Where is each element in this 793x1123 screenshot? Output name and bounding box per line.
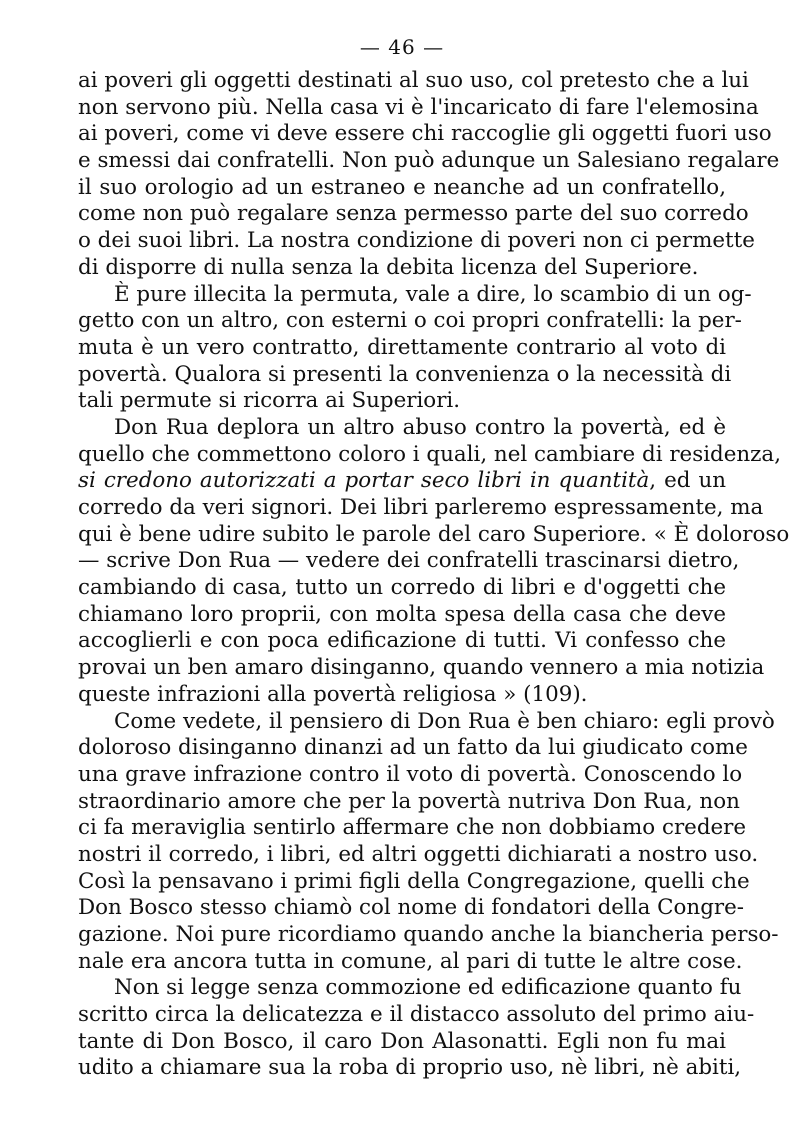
text-line: straordinario amore che per la povertà nutriva Don Rua, non	[78, 788, 740, 814]
text-line: o dei suoi libri. La nostra condizione di poveri non ci permette	[78, 228, 755, 254]
text-fragment: , ed un	[649, 468, 726, 494]
text-line: cambiando di casa, tutto un corredo di libri e d'oggetti che	[78, 575, 726, 601]
text-line: il suo orologio ad un estraneo e neanche ad un confratello,	[78, 174, 726, 200]
text-line: nostri il corredo, i libri, ed altri oggetti dichiarati a nostro uso.	[78, 841, 759, 867]
text-line: ai poveri, come vi deve essere chi raccoglie gli oggetti fuori uso	[78, 121, 772, 147]
text-line: È pure illecita la permuta, vale a dire, lo scambio di un og-	[114, 281, 752, 307]
text-line: muta è un vero contratto, direttamente contrario al voto di	[78, 334, 726, 360]
text-line: provai un ben amaro disinganno, quando vennero a mia notizia	[78, 655, 765, 681]
text-line: e smessi dai confratelli. Non può adunque un Salesiano regalare	[78, 148, 780, 174]
text-line: quello che commettono coloro i quali, nel cambiare di residenza,	[78, 441, 781, 467]
book-page	[78, 32, 790, 1082]
text-line: getto con un altro, con esterni o coi propri confratelli: la per-	[78, 308, 742, 334]
text-line: queste infrazioni alla povertà religiosa » (109).	[78, 681, 588, 707]
text-line: scritto circa la delicatezza e il distacco assoluto del primo aiu-	[78, 1002, 755, 1028]
text-line: una grave infrazione contro il voto di povertà. Conoscendo lo	[78, 761, 743, 787]
text-line: — scrive Don Rua — vedere dei confratelli trascinarsi dietro,	[78, 548, 740, 574]
text-line: gazione. Noi pure ricordiamo quando anche la biancheria perso-	[78, 922, 779, 947]
text-line: qui è bene udire subito le parole del caro Superiore. « È doloroso	[78, 521, 790, 547]
text-line: nale era ancora tutta in comune, al pari di tutte le altre cose.	[78, 948, 743, 974]
text-line: tante di Don Bosco, il caro Don Alasonatti. Egli non fu mai	[78, 1028, 726, 1054]
text-line: accoglierli e con poca edificazione di tutti. Vi confesso che	[78, 628, 726, 654]
text-line: tali permute si ricorra ai Superiori.	[78, 388, 461, 414]
text-line: Don Bosco stesso chiamò col nome di fondatori della Congre-	[78, 895, 745, 921]
page-body	[78, 68, 790, 1082]
text-line: Non si legge senza commozione ed edificazione quanto fu	[114, 975, 742, 1001]
text-line: di disporre di nulla senza la debita licenza del Superiore.	[78, 254, 699, 280]
text-line: ci fa meraviglia sentirlo affermare che non dobbiamo credere	[78, 815, 747, 841]
text-line: povertà. Qualora si presenti la convenienza o la necessità di	[78, 361, 732, 387]
text-line: doloroso disinganno dinanzi ad un fatto da lui giudicato come	[78, 735, 748, 761]
text-line: Don Rua deplora un altro abuso contro la povertà, ed è	[114, 414, 726, 440]
text-line: ai poveri gli oggetti destinati al suo uso, col pretesto che a lui	[78, 68, 749, 93]
text-line: Come vedete, il pensiero di Don Rua è ben chiaro: egli provò	[114, 708, 775, 734]
italic-phrase: si credono autorizzati a portar seco libri in quantità	[78, 468, 650, 494]
text-line: come non può regalare senza permesso parte del suo corredo	[78, 201, 749, 227]
text-line: corredo da veri signori. Dei libri parleremo espressamente, ma	[78, 495, 764, 520]
text-line-with-italic	[78, 468, 726, 495]
text-line: non servono più. Nella casa vi è l'incaricato di fare l'elemosina	[78, 94, 759, 120]
page-number: — 46 —	[359, 35, 445, 59]
text-line: chiamano loro proprii, con molta spesa della casa che deve	[78, 601, 726, 627]
text-line: udito a chiamare sua la roba di proprio uso, nè libri, nè abiti,	[78, 1055, 742, 1081]
text-line: Così la pensavano i primi figli della Congregazione, quelli che	[78, 868, 750, 894]
